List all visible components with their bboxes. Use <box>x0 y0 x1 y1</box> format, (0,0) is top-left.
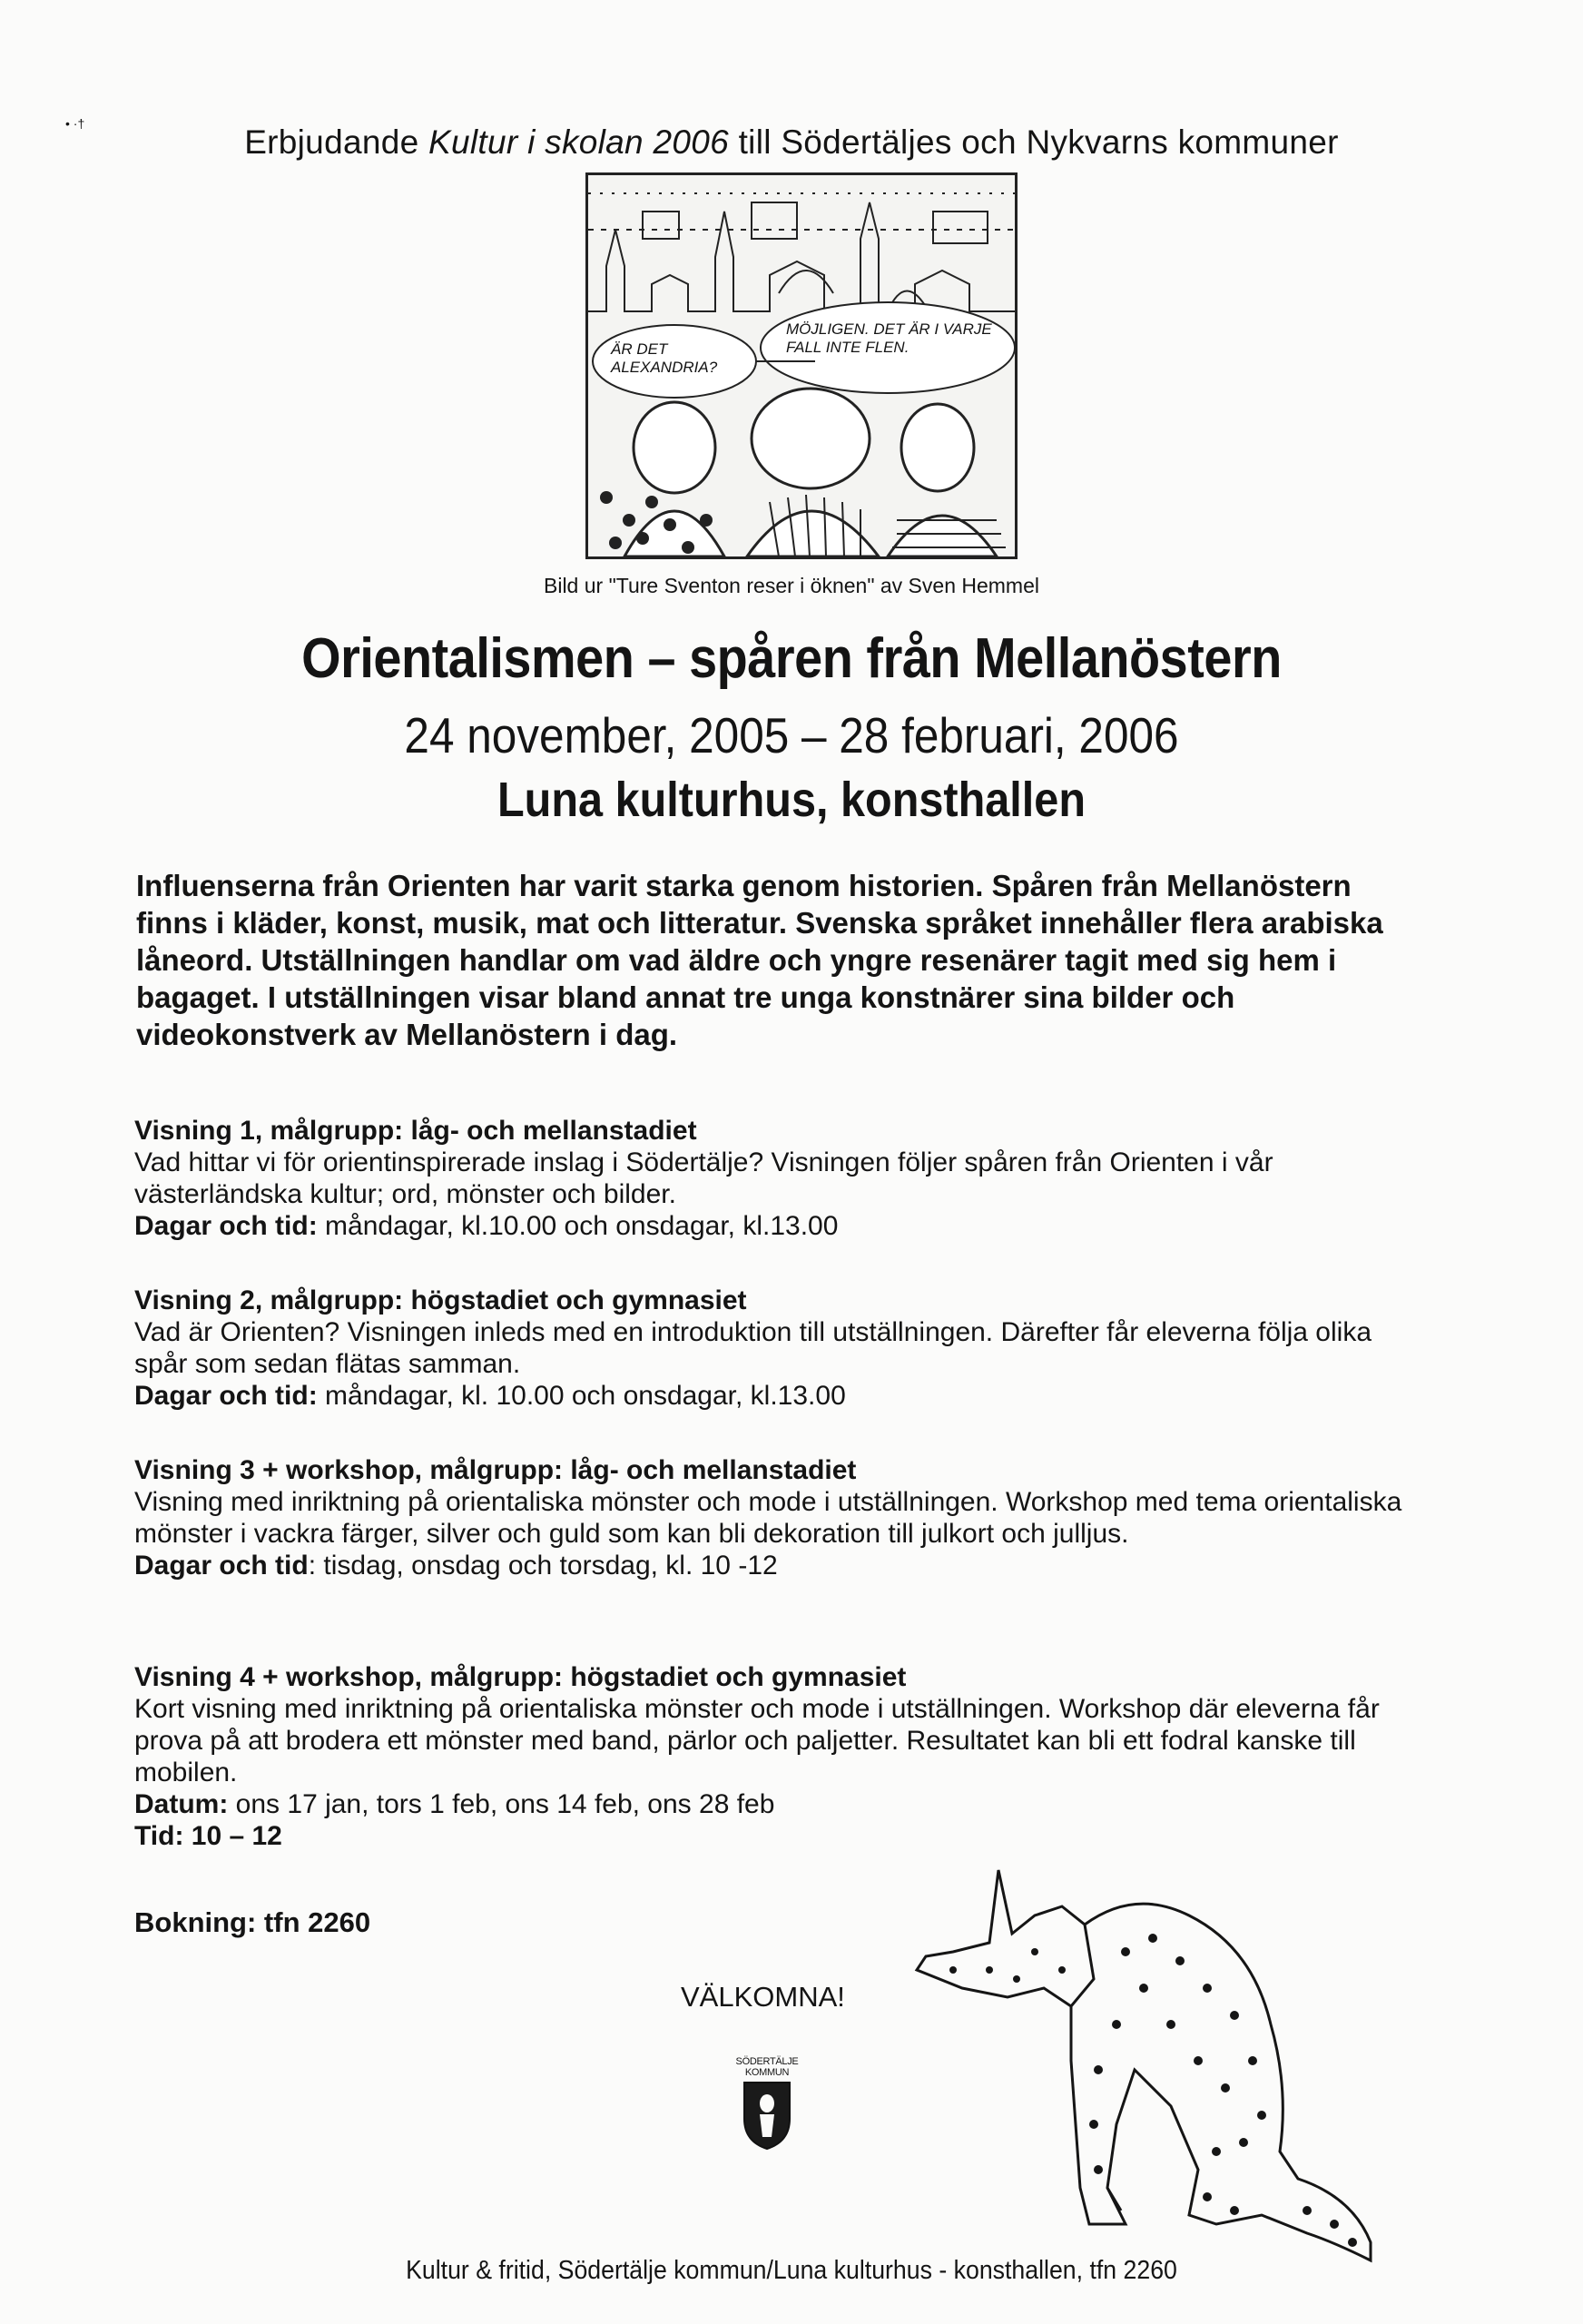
leopard-illustration <box>899 1852 1407 2274</box>
comic-bubble-left: ÄR DET ALEXANDRIA? <box>611 340 718 376</box>
section-schedule: Dagar och tid: måndagar, kl.10.00 och onsdagar, kl.13.00 <box>134 1211 839 1241</box>
exhibition-venue: Luna kulturhus, konsthallen <box>497 773 1086 827</box>
visning-1 <box>134 1115 1423 1242</box>
crest-name: SÖDERTÄLJE KOMMUN <box>735 2056 799 2078</box>
section-body: Visning med inriktning på orientaliska mönster och mode i utställningen. Workshop med tema orientaliska mönster i vackra färger, silver och guld som kan bli dekoration till julkort och julljus. <box>134 1487 1402 1549</box>
header-italic: Kultur i skolan 2006 <box>428 123 730 161</box>
visning-4 <box>134 1661 1423 1852</box>
section-heading: Visning 2, målgrupp: högstadiet och gymnasiet <box>134 1285 747 1315</box>
section-schedule: Datum: ons 17 jan, tors 1 feb, ons 14 feb, ons 28 feb <box>134 1789 775 1819</box>
municipality-crest <box>726 2056 808 2155</box>
footer-contact: Kultur & fritid, Södertälje kommun/Luna kulturhus - konsthallen, tfn 2260 <box>406 2256 1177 2285</box>
visning-2 <box>134 1285 1423 1412</box>
section-time: Tid: 10 – 12 <box>134 1821 282 1851</box>
exhibition-dates: 24 november, 2005 – 28 februari, 2006 <box>404 707 1179 763</box>
comic-illustration <box>585 172 1018 559</box>
image-caption: Bild ur "Ture Sventon reser i öknen" av Sven Hemmel <box>544 574 1039 597</box>
comic-bubble-right: MÖJLIGEN. DET ÄR I VARJE FALL INTE FLEN. <box>786 320 992 356</box>
section-body: Vad är Orienten? Visningen inleds med en introduktion till utställningen. Därefter får eleverna följa olika spår som sedan flätas samman. <box>134 1317 1372 1379</box>
visning-3 <box>134 1454 1423 1581</box>
section-heading: Visning 1, målgrupp: låg- och mellanstadiet <box>134 1116 697 1146</box>
section-schedule: Dagar och tid: tisdag, onsdag och torsdag, kl. 10 -12 <box>134 1551 778 1581</box>
welcome-text: VÄLKOMNA! <box>681 1981 845 2013</box>
scan-mark: • ·† <box>65 116 85 131</box>
leopard-drawing <box>899 1852 1407 2270</box>
section-body: Kort visning med inriktning på orientaliska mönster och mode i utställningen. Workshop där eleverna får prova på att brodera ett mönster med band, pärlor och paljetter. Resultatet kan bli ett fodral kanske till mobilen. <box>134 1694 1380 1787</box>
section-body: Vad hittar vi för orientinspirerade inslag i Södertälje? Visningen följer spåren från Orienten i vår västerländska kultur; ord, mönster och bilder. <box>134 1147 1273 1209</box>
booking-info: Bokning: tfn 2260 <box>134 1906 371 1938</box>
offer-header: Erbjudande Kultur i skolan 2006 till Södertäljes och Nykvarns kommuner <box>244 123 1339 161</box>
section-heading: Visning 4 + workshop, målgrupp: högstadiet och gymnasiet <box>134 1662 907 1692</box>
exhibition-title: Orientalismen – spåren från Mellanöstern <box>301 627 1282 690</box>
section-schedule: Dagar och tid: måndagar, kl. 10.00 och onsdagar, kl.13.00 <box>134 1381 846 1411</box>
shield-icon <box>740 2078 794 2151</box>
section-heading: Visning 3 + workshop, målgrupp: låg- och mellanstadiet <box>134 1455 857 1485</box>
intro-paragraph: Influenserna från Orienten har varit starka genom historien. Spåren från Mellanöstern finns i kläder, konst, musik, mat och litteratur. Svenska språket innehåller flera arabiska låneord. Utställningen handlar om vad äldre och yngre resenärer tagit med sig hem i bagaget. I utställningen visar bland annat tre unga konstnärer sina bilder och videokonstverk av Mellanöstern i dag. <box>136 869 1383 1051</box>
